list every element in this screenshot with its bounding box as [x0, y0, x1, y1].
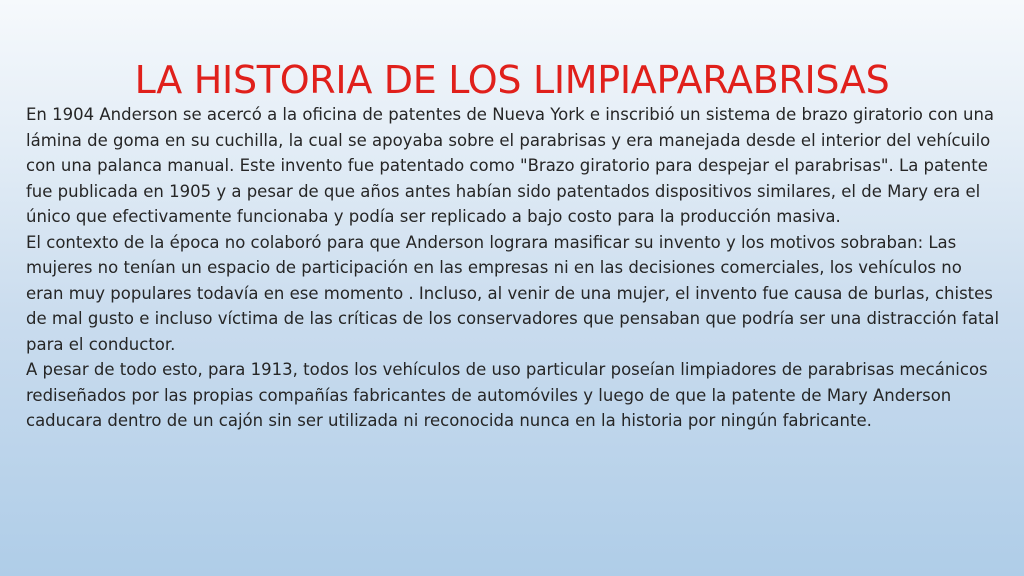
body-line: para el conductor. [26, 334, 176, 354]
body-line: único que efectivamente funcionaba y podía ser replicado a bajo costo para la producción masiva. [26, 207, 841, 226]
body-line: mujeres no tenían un espacio de participación en las empresas ni en las decisiones comerciales, los vehículos no [26, 258, 962, 277]
slide-body [26, 102, 1024, 434]
body-line: A pesar de todo esto, para 1913, todos los vehículos de uso particular poseían limpiadores de parabrisas mecánicos [26, 360, 988, 379]
body-line: eran muy populares todavía en ese momento . Incluso, al venir de una mujer, el invento fue causa de burlas, chistes [26, 283, 993, 303]
body-line: de mal gusto e incluso víctima de las críticas de los conservadores que pensaban que podría ser una distracción fatal [26, 309, 1000, 328]
body-line: El contexto de la época no colaboró para que Anderson lograra masificar su invento y los motivos sobraban: Las [26, 232, 957, 252]
body-line: lámina de goma en su cuchilla, la cual se apoyaba sobre el parabrisas y era manejada desde el interior del vehícuilo [26, 130, 991, 150]
body-line: En 1904 Anderson se acercó a la oficina de patentes de Nueva York e inscribió un sistema de brazo giratorio con una [26, 105, 995, 124]
body-line: con una palanca manual. Este invento fue patentado como "Brazo giratorio para despejar el parabrisas". La patente [26, 156, 988, 175]
body-line: fue publicada en 1905 y a pesar de que años antes habían sido patentados dispositivos similares, el de Mary era el [26, 181, 981, 201]
slide-title: LA HISTORIA DE LOS LIMPIAPARABRISAS [134, 58, 890, 102]
body-line: rediseñados por las propias compañías fabricantes de automóviles y luego de que la patente de Mary Anderson [26, 385, 952, 405]
body-line: caducara dentro de un cajón sin ser utilizada ni reconocida nunca en la historia por ningún fabricante. [26, 411, 872, 430]
